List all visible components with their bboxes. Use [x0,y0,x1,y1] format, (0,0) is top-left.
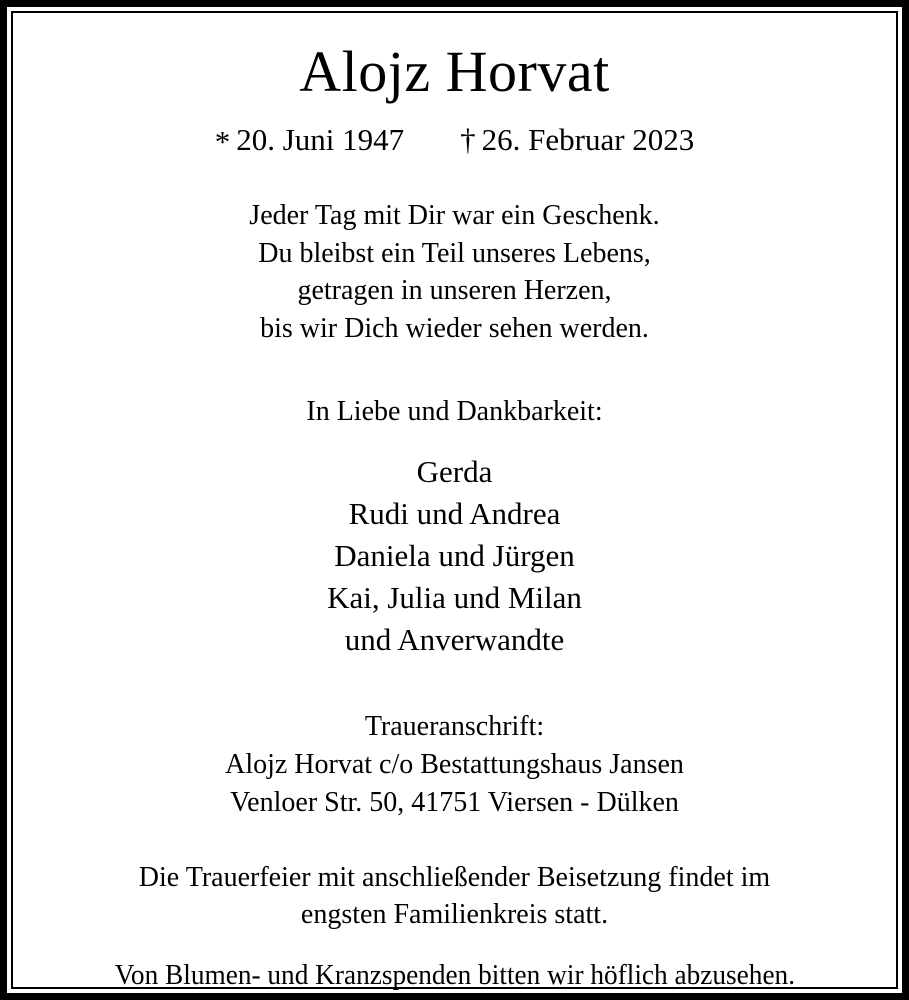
address-heading: Traueranschrift: [364,710,545,742]
death-date-value: 26. Februar 2023 [481,122,695,157]
deceased-name: Alojz Horvat [299,39,610,104]
birth-date-value: 20. Juni 1947 [236,122,405,157]
flowers-note-line: Von Blumen- und Kranzspenden bitten wir höflich abzusehen. [114,959,795,991]
closing-notes [106,860,804,995]
mourner-name: Gerda [416,453,493,489]
mourner-name: und Anverwandte [344,622,565,658]
memorial-verse [249,197,659,347]
address-line-1: Alojz Horvat c/o Bestattungshaus Jansen [225,748,684,780]
verse-line: Du bleibst ein Teil unseres Lebens, [258,237,651,269]
mourner-name: Kai, Julia und Milan [327,580,582,616]
address-line-2: Venloer Str. 50, 41751 Viersen - Dülken [230,786,679,818]
verse-line: bis wir Dich wieder sehen werden. [260,312,649,344]
birth-star-icon: * [214,124,231,159]
mourner-name: Daniela und Jürgen [334,538,575,574]
verse-line: getragen in unseren Herzen, [297,275,612,307]
death-cross-icon: † [460,122,476,157]
death-date-item [460,123,694,157]
mourners-list [327,451,582,662]
life-dates [215,123,695,157]
dedication-label: In Liebe und Dankbarkeit: [306,396,603,428]
ceremony-note-line: engsten Familienkreis statt. [300,898,609,930]
flowers-note [106,958,804,995]
mourner-name: Rudi und Andrea [348,495,561,531]
obituary-notice [11,11,898,989]
ceremony-note-line: Die Trauerfeier mit anschließender Beisetzung findet im [138,861,771,893]
ceremony-note [106,860,804,934]
verse-line: Jeder Tag mit Dir war ein Geschenk. [249,200,660,232]
condolence-address [225,708,684,822]
birth-date-item [215,123,404,157]
